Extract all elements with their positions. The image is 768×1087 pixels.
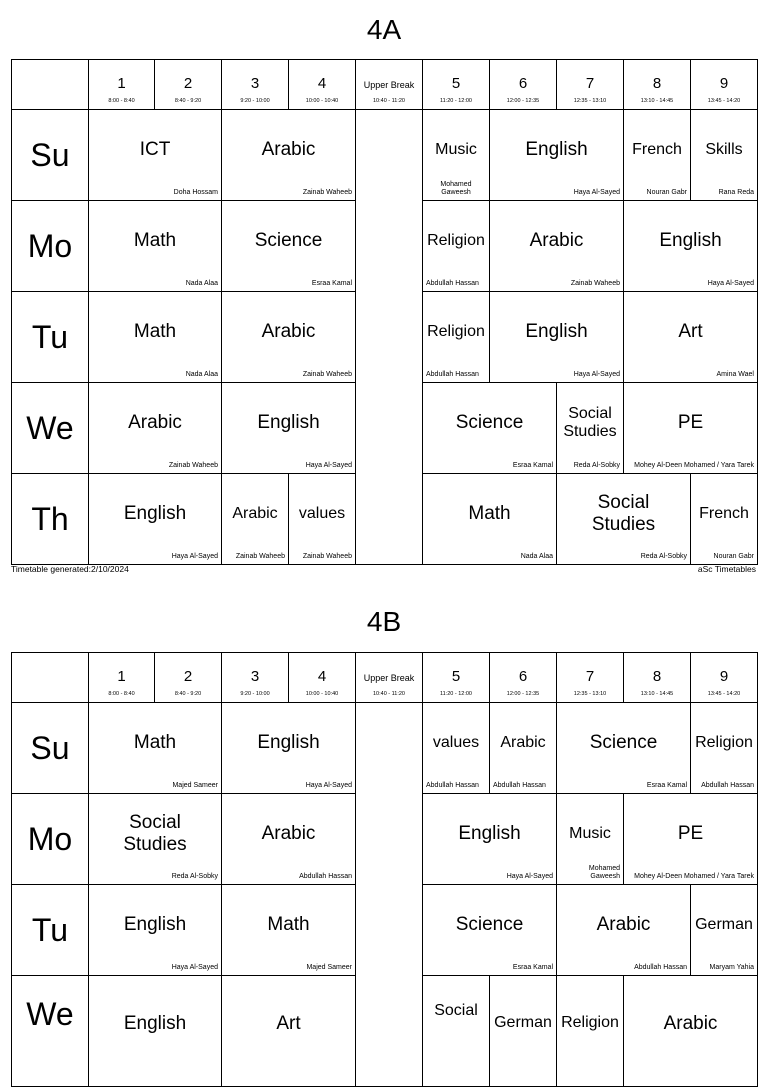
lesson-cell[interactable]: Religion Abdullah Hassan xyxy=(691,703,758,794)
lesson-cell[interactable]: Math Nada Alaa xyxy=(89,292,222,383)
day-label: We xyxy=(12,383,89,474)
class-title-4b: 4B xyxy=(366,606,402,637)
class-title-4a: 4A xyxy=(366,14,402,45)
lesson-cell[interactable]: Arabic Zainab Waheeb xyxy=(222,292,356,383)
lesson-cell[interactable]: Music Mohamed Gaweesh xyxy=(557,794,624,885)
lesson-cell[interactable]: English Haya Al-Sayed xyxy=(624,201,758,292)
lesson-cell[interactable]: values Abdullah Hassan xyxy=(423,703,490,794)
lesson-cell[interactable]: Music Mohamed Gaweesh xyxy=(423,110,490,201)
lesson-cell[interactable]: Science Esraa Kamal xyxy=(557,703,691,794)
lesson-cell[interactable]: Science Esraa Kamal xyxy=(222,201,356,292)
lesson-cell[interactable]: French Nouran Gabr xyxy=(691,474,758,565)
period-3: 3 9:20 - 10:00 xyxy=(222,653,289,703)
lesson-cell[interactable]: Social xyxy=(423,976,490,1087)
period-8: 8 13:10 - 14:45 xyxy=(624,60,691,110)
break-column xyxy=(356,110,423,565)
lesson-cell[interactable]: German xyxy=(490,976,557,1087)
lesson-cell[interactable]: Science Esraa Kamal xyxy=(423,885,557,976)
lesson-cell[interactable]: Science Esraa Kamal xyxy=(423,383,557,474)
lesson-cell[interactable]: English Haya Al-Sayed xyxy=(89,474,222,565)
lesson-cell[interactable]: Math Nada Alaa xyxy=(89,201,222,292)
lesson-cell[interactable]: Arabic Abdullah Hassan xyxy=(490,703,557,794)
day-label: Mo xyxy=(12,794,89,885)
corner-cell xyxy=(12,653,89,703)
day-label: We xyxy=(12,976,89,1087)
period-3: 3 9:20 - 10:00 xyxy=(222,60,289,110)
lesson-cell[interactable]: Religion xyxy=(557,976,624,1087)
period-1: 1 8:00 - 8:40 xyxy=(89,653,155,703)
lesson-cell[interactable]: Math Nada Alaa xyxy=(423,474,557,565)
period-header-row xyxy=(12,60,758,110)
timetable-4a xyxy=(11,59,758,565)
period-break: Upper Break 10:40 - 11:20 xyxy=(356,60,423,110)
day-row-su xyxy=(12,110,758,201)
period-8: 8 13:10 - 14:45 xyxy=(624,653,691,703)
period-9: 9 13:45 - 14:20 xyxy=(691,653,758,703)
period-5: 5 11:20 - 12:00 xyxy=(423,653,490,703)
period-5: 5 11:20 - 12:00 xyxy=(423,60,490,110)
generated-date: Timetable generated:2/10/2024 xyxy=(11,564,129,574)
period-2: 2 8:40 - 9:20 xyxy=(155,653,222,703)
day-label: Tu xyxy=(12,292,89,383)
lesson-cell[interactable]: Arabic Zainab Waheeb xyxy=(89,383,222,474)
lesson-cell[interactable]: Math Majed Sameer xyxy=(222,885,356,976)
lesson-cell[interactable]: English Haya Al-Sayed xyxy=(490,292,624,383)
period-1: 1 8:00 - 8:40 xyxy=(89,60,155,110)
period-4: 4 10:00 - 10:40 xyxy=(289,60,356,110)
period-2: 2 8:40 - 9:20 xyxy=(155,60,222,110)
lesson-cell[interactable]: German Maryam Yahia xyxy=(691,885,758,976)
lesson-cell[interactable]: Math Majed Sameer xyxy=(89,703,222,794)
day-label: Su xyxy=(12,703,89,794)
period-7: 7 12:35 - 13:10 xyxy=(557,653,624,703)
period-9: 9 13:45 - 14:20 xyxy=(691,60,758,110)
lesson-cell[interactable]: English xyxy=(89,976,222,1087)
period-header-row xyxy=(12,653,758,703)
timetable-4b xyxy=(11,652,758,1087)
corner-cell xyxy=(12,60,89,110)
break-column xyxy=(356,703,423,1087)
lesson-cell[interactable]: French Nouran Gabr xyxy=(624,110,691,201)
day-label: Tu xyxy=(12,885,89,976)
day-label: Su xyxy=(12,110,89,201)
lesson-cell[interactable]: English Haya Al-Sayed xyxy=(423,794,557,885)
period-6: 6 12:00 - 12:35 xyxy=(490,653,557,703)
day-label: Th xyxy=(12,474,89,565)
lesson-cell[interactable]: Art xyxy=(222,976,356,1087)
lesson-cell[interactable]: English Haya Al-Sayed xyxy=(222,703,356,794)
lesson-cell[interactable]: English Haya Al-Sayed xyxy=(89,885,222,976)
lesson-cell[interactable]: Arabic Zainab Waheeb xyxy=(222,110,356,201)
lesson-cell[interactable]: PE Mohey Al-Deen Mohamed / Yara Tarek xyxy=(624,383,758,474)
lesson-cell[interactable]: Arabic Abdullah Hassan xyxy=(557,885,691,976)
day-label: Mo xyxy=(12,201,89,292)
lesson-cell[interactable]: Social Studies Reda Al-Sobky xyxy=(557,474,691,565)
lesson-cell[interactable]: Art Amina Wael xyxy=(624,292,758,383)
lesson-cell[interactable]: PE Mohey Al-Deen Mohamed / Yara Tarek xyxy=(624,794,758,885)
period-6: 6 12:00 - 12:35 xyxy=(490,60,557,110)
lesson-cell[interactable]: Arabic Abdullah Hassan xyxy=(222,794,356,885)
lesson-cell[interactable]: Religion Abdullah Hassan xyxy=(423,201,490,292)
lesson-cell[interactable]: Social Studies Reda Al-Sobky xyxy=(89,794,222,885)
lesson-cell[interactable]: English Haya Al-Sayed xyxy=(222,383,356,474)
lesson-cell[interactable]: Skills Rana Reda xyxy=(691,110,758,201)
lesson-cell[interactable]: Arabic Zainab Waheeb xyxy=(222,474,289,565)
lesson-cell[interactable]: values Zainab Waheeb xyxy=(289,474,356,565)
period-4: 4 10:00 - 10:40 xyxy=(289,653,356,703)
lesson-cell[interactable]: Religion Abdullah Hassan xyxy=(423,292,490,383)
period-7: 7 12:35 - 13:10 xyxy=(557,60,624,110)
period-break: Upper Break 10:40 - 11:20 xyxy=(356,653,423,703)
lesson-cell[interactable]: ICT Doha Hossam xyxy=(89,110,222,201)
lesson-cell[interactable]: Social Studies Reda Al-Sobky xyxy=(557,383,624,474)
lesson-cell[interactable]: Arabic xyxy=(624,976,758,1087)
brand-label: aSc Timetables xyxy=(697,564,756,574)
lesson-cell[interactable]: Arabic Zainab Waheeb xyxy=(490,201,624,292)
day-row-su xyxy=(12,703,758,794)
lesson-cell[interactable]: English Haya Al-Sayed xyxy=(490,110,624,201)
